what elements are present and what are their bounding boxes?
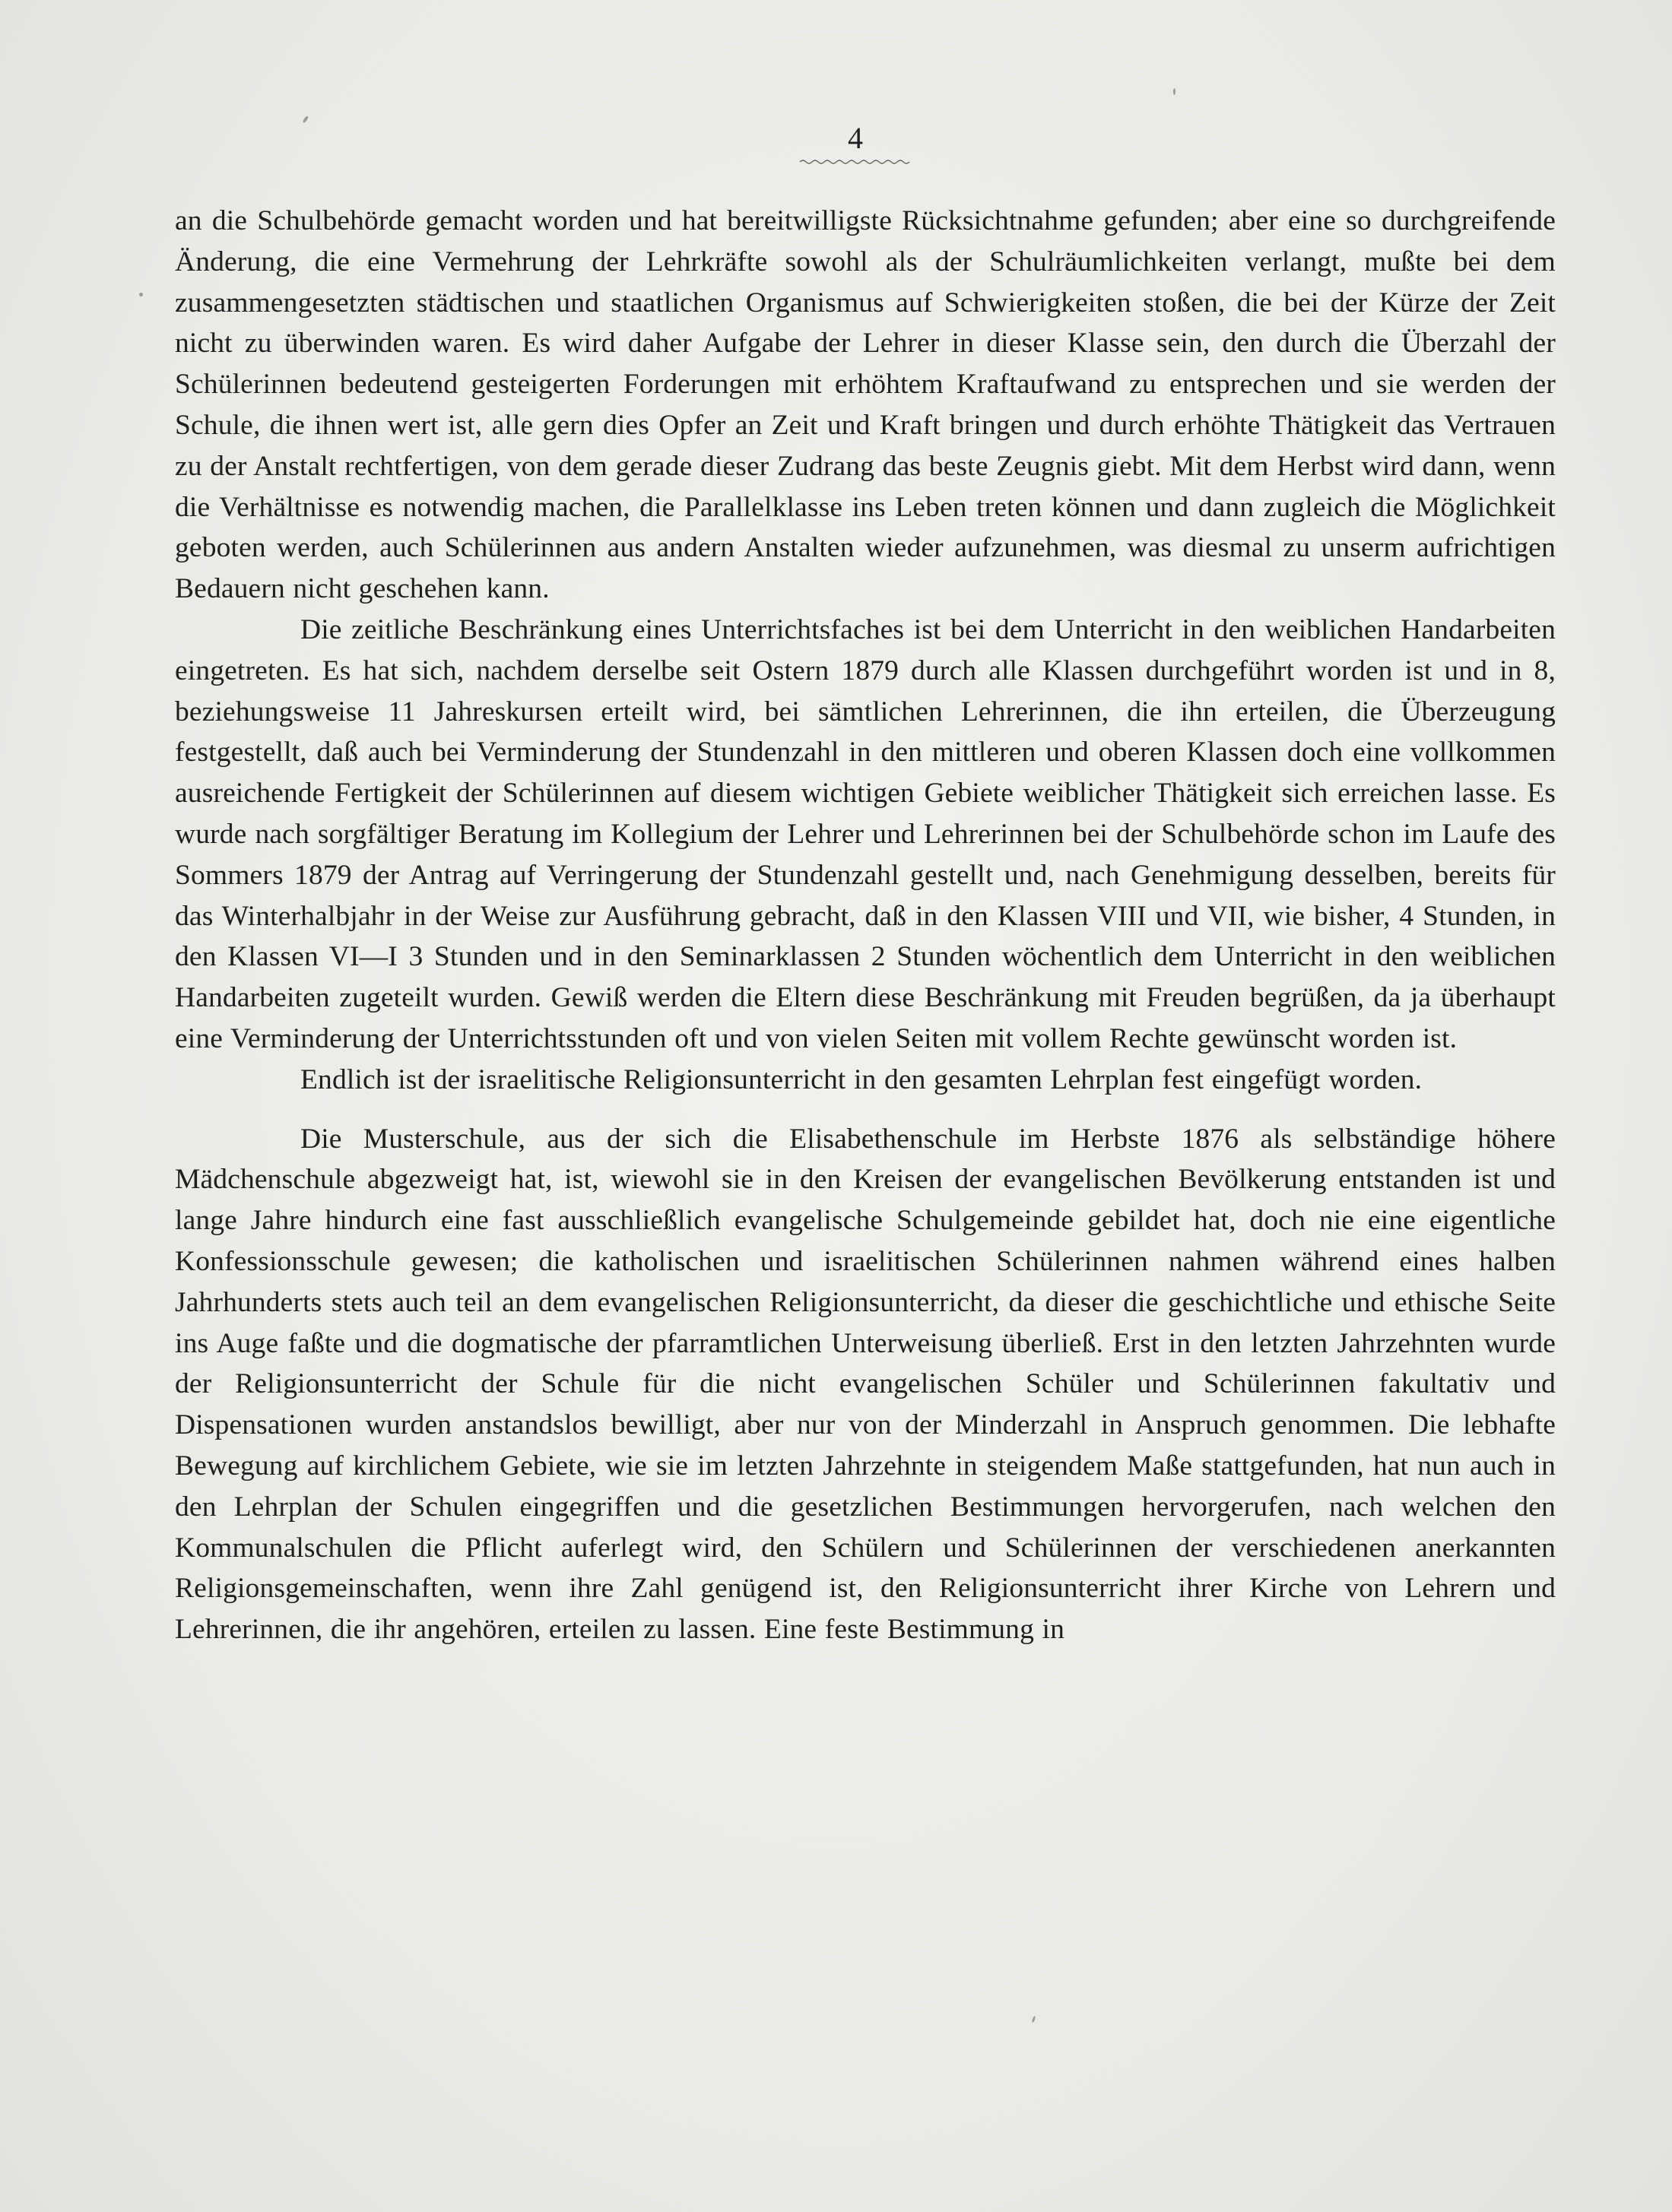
scan-speck bbox=[139, 293, 143, 296]
paragraph-handarbeiten: Die zeitliche Beschränkung eines Unterrichtsfaches ist bei dem Unterricht in den weiblichen Handarbeiten eingetreten. Es hat sich, nachdem derselbe seit Ostern 1879 durch alle Klassen durchgeführt worden ist und in 8, beziehungsweise 11 Jahreskursen erteilt wird, bei sämtlichen Lehrerinnen, die ihn erteilen, die Überzeugung festgestellt, daß auch bei Verminderung der Stundenzahl in den mittleren und oberen Klassen doch eine vollkommen ausreichende Fertigkeit der Schülerinnen auf diesem wichtigen Gebiete weiblicher Thätigkeit sich erreichen lasse. Es wurde nach sorgfältiger Beratung im Kollegium der Lehrer und Lehrerinnen bei der Schulbehörde schon im Laufe des Sommers 1879 der Antrag auf Verringerung der Stundenzahl gestellt und, nach Genehmigung desselben, bereits für das Winterhalbjahr in der Weise zur Ausführung gebracht, daß in den Klassen VIII und VII, wie bisher, 4 Stunden, in den Klassen VI—I 3 Stunden und in den Seminarklassen 2 Stunden wöchentlich dem Unterricht in den weiblichen Handarbeiten zugeteilt wurden. Gewiß werden die Eltern diese Beschränkung mit Freuden begrüßen, da ja überhaupt eine Verminderung der Unterrichtsstunden oft und von vielen Seiten mit vollem Rechte gewünscht worden ist. bbox=[175, 613, 1556, 1054]
paragraph-continuation: an die Schulbehörde gemacht worden und hat bereitwilligste Rücksichtnahme gefunden; aber eine so durchgreifende Änderung, die eine Vermehrung der Lehrkräfte sowohl als der Schulräumlichkeiten verlangt, mußte bei dem zusammengesetzten städtischen und staatlichen Organismus auf Schwierigkeiten stoßen, die bei der Kürze der Zeit nicht zu überwinden waren. Es wird daher Aufgabe der Lehrer in dieser Klasse sein, den durch die Überzahl der Schülerinnen bedeutend gesteigerten Forderungen mit erhöhtem Kraftaufwand zu entsprechen und sie werden der Schule, die ihnen wert ist, alle gern dies Opfer an Zeit und Kraft bringen und durch erhöhte Thätigkeit das Vertrauen zu der Anstalt rechtfertigen, von dem gerade dieser Zudrang das beste Zeugnis giebt. Mit dem Herbst wird dann, wenn die Verhältnisse es notwendig machen, die Parallelklasse ins Leben treten können und dann zugleich die Möglichkeit geboten werden, auch Schülerinnen aus andern Anstalten wieder aufzunehmen, was diesmal zu unserm aufrichtigen Bedauern nicht geschehen kann. bbox=[175, 205, 1556, 605]
page-number-ornament bbox=[798, 158, 912, 166]
page-number: 4 bbox=[848, 121, 863, 155]
paragraph-musterschule: Die Musterschule, aus der sich die Elisabethenschule im Herbste 1876 als selbständige höhere Mädchenschule abgezweigt hat, ist, wiewohl sie in den Kreisen der evangelischen Bevölkerung entstanden ist und lange Jahre hindurch eine fast ausschließlich evangelische Schulgemeinde gebildet hat, doch nie eine eigentliche Konfessionsschule gewesen; die katholischen und israelitischen Schülerinnen nahmen während eines halben Jahrhunderts stets auch teil an dem evangelischen Religionsunterricht, da dieser die geschichtliche und ethische Seite ins Auge faßte und die dogmatische der pfarramtlichen Unterweisung überließ. Erst in den letzten Jahrzehnten wurde der Religionsunterricht der Schule für die nicht evangelischen Schüler und Schülerinnen fakultativ und Dispensationen wurden anstandslos bewilligt, aber nur von der Minderzahl in Anspruch genommen. Die lebhafte Bewegung auf kirchlichem Gebiete, wie sie im letzten Jahrzehnte in steigendem Maße stattgefunden, hat nun auch in den Lehrplan der Schulen eingegriffen und die gesetzlichen Bestimmungen hervorgerufen, nach welchen den Kommunalschulen die Pflicht auferlegt wird, den Schülern und Schülerinnen der verschiedenen anerkannten Religionsgemeinschaften, wenn ihre Zahl genügend ist, den Religionsunterricht ihrer Kirche von Lehrern und Lehrerinnen, die ihr angehören, erteilen zu lassen. Eine feste Bestimmung in bbox=[175, 1123, 1556, 1646]
scan-speck bbox=[1173, 88, 1175, 95]
body-text bbox=[175, 201, 1556, 1650]
scan-speck bbox=[1032, 2016, 1036, 2023]
scan-speck bbox=[302, 116, 309, 123]
paragraph-religion-lehrplan: Endlich ist der israelitische Religionsunterricht in den gesamten Lehrplan fest eingefügt worden. bbox=[300, 1063, 1423, 1095]
